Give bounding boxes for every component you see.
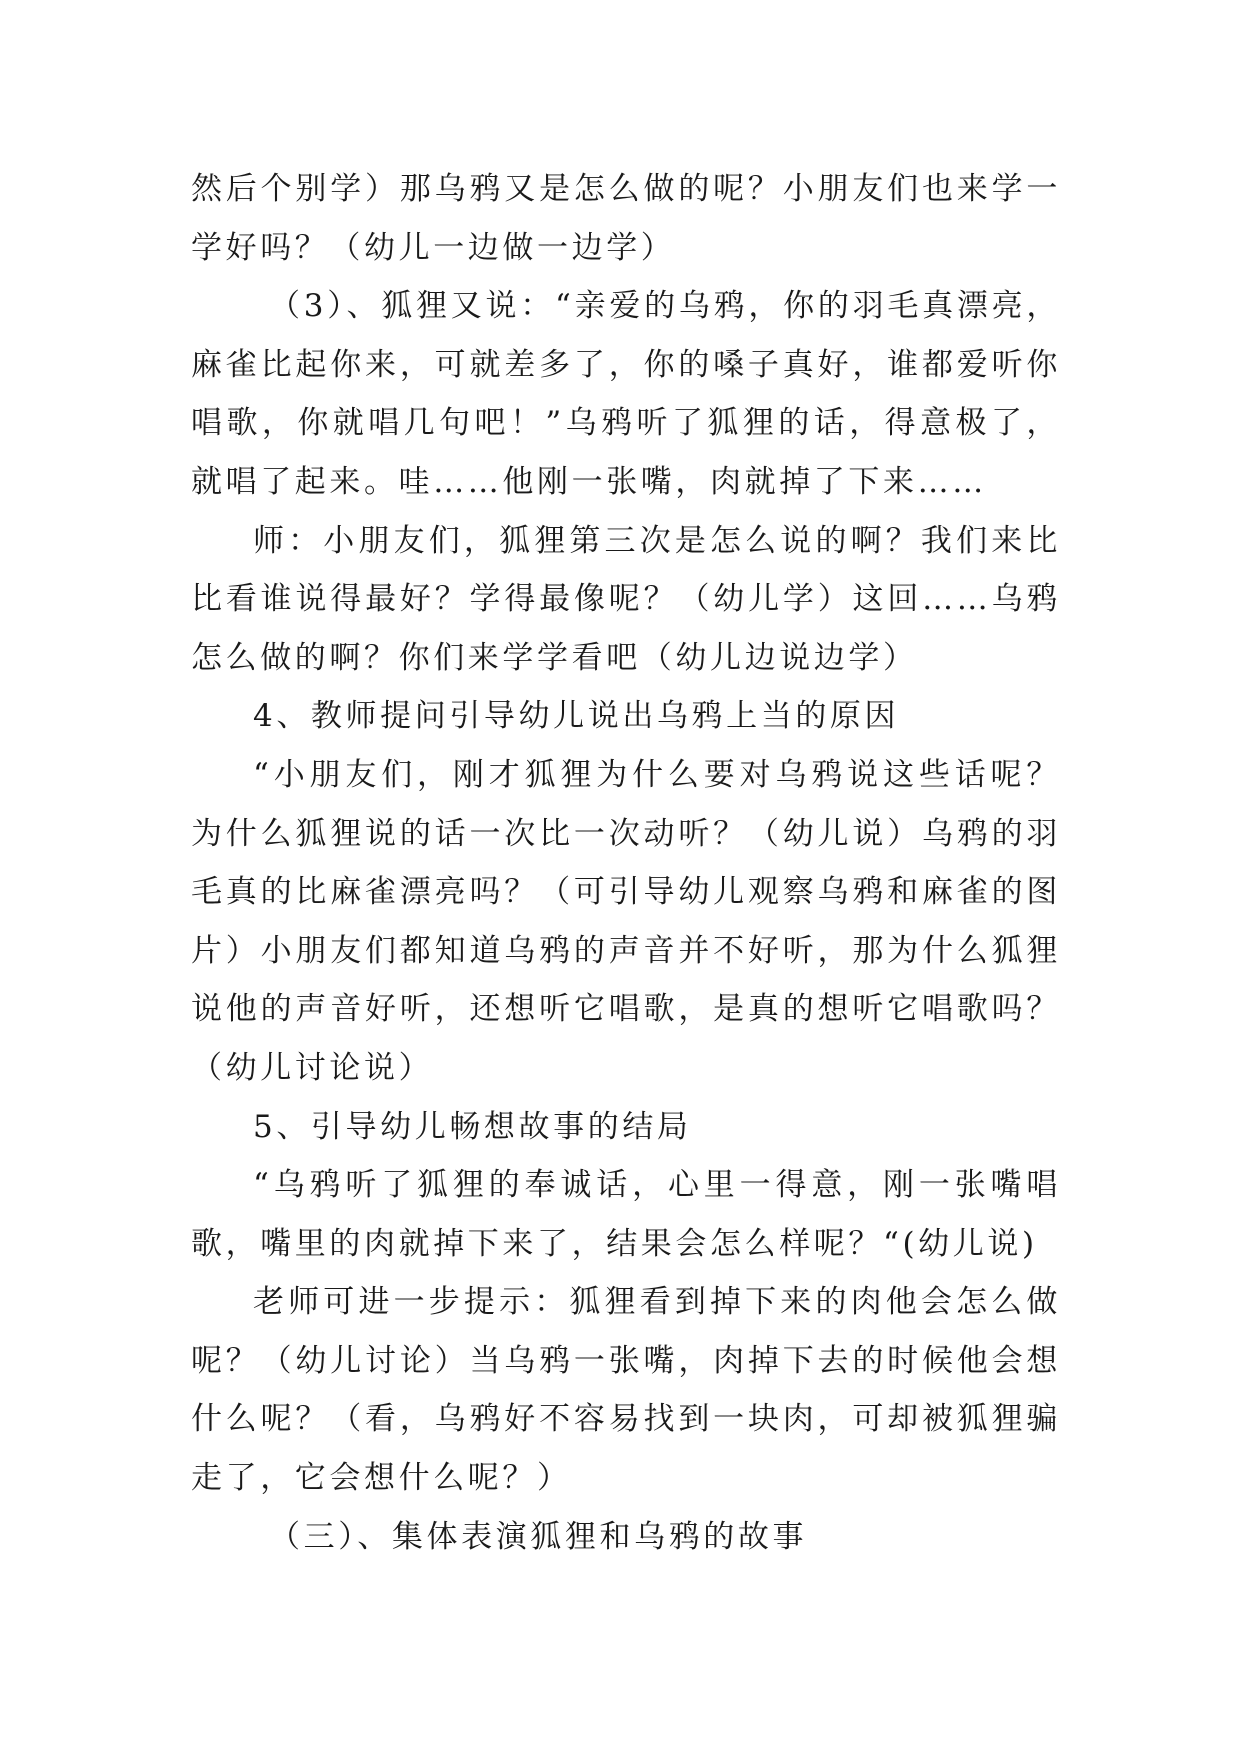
section-heading-part-3: （三）、集体表演狐狸和乌鸦的故事: [269, 1518, 808, 1555]
document-body: [191, 160, 1061, 1566]
paragraph-story-ending-question: “乌鸦听了狐狸的奉诚话，心里一得意，刚一张嘴唱歌，嘴里的肉就掉下来了，结果会怎么样呢？“(幼儿说): [191, 1167, 1061, 1262]
paragraph-teacher-prompt: 师：小朋友们，狐狸第三次是怎么说的啊？我们来比比看谁说得最好？学得最像呢？（幼儿学）这回……乌鸦怎么做的啊？你们来学学看吧（幼儿边说边学）: [191, 522, 1061, 676]
paragraph-teacher-further-hint: 老师可进一步提示：狐狸看到掉下来的肉他会怎么做呢？（幼儿讨论）当乌鸦一张嘴，肉掉下去的时候他会想什么呢？（看，乌鸦好不容易找到一块肉，可却被狐狸骗走了，它会想什么呢？）: [191, 1284, 1061, 1497]
paragraph-crow-imitation: 然后个别学）那乌鸦又是怎么做的呢？小朋友们也来学一学好吗？（幼儿一边做一边学）: [191, 171, 1061, 266]
section-heading-step-4: 4、教师提问引导幼儿说出乌鸦上当的原因: [253, 698, 900, 735]
section-heading-step-5: 5、引导幼儿畅想故事的结局: [253, 1108, 692, 1145]
paragraph-fox-third-flattery: （3）、狐狸又说：“亲爱的乌鸦，你的羽毛真漂亮，麻雀比起你来，可就差多了，你的嗓子真好，谁都爱听你唱歌，你就唱几句吧！”乌鸦听了狐狸的话，得意极了，就唱了起来。哇……他刚一张嘴，肉就掉了下来……: [191, 288, 1061, 500]
paragraph-why-fox-questions: “小朋友们，刚才狐狸为什么要对乌鸦说这些话呢？为什么狐狸说的话一次比一次动听？（幼儿说）乌鸦的羽毛真的比麻雀漂亮吗？（可引导幼儿观察乌鸦和麻雀的图片）小朋友们都知道乌鸦的声音并不好听，那为什么狐狸说他的声音好听，还想听它唱歌，是真的想听它唱歌吗？（幼儿讨论说）: [191, 756, 1061, 1086]
